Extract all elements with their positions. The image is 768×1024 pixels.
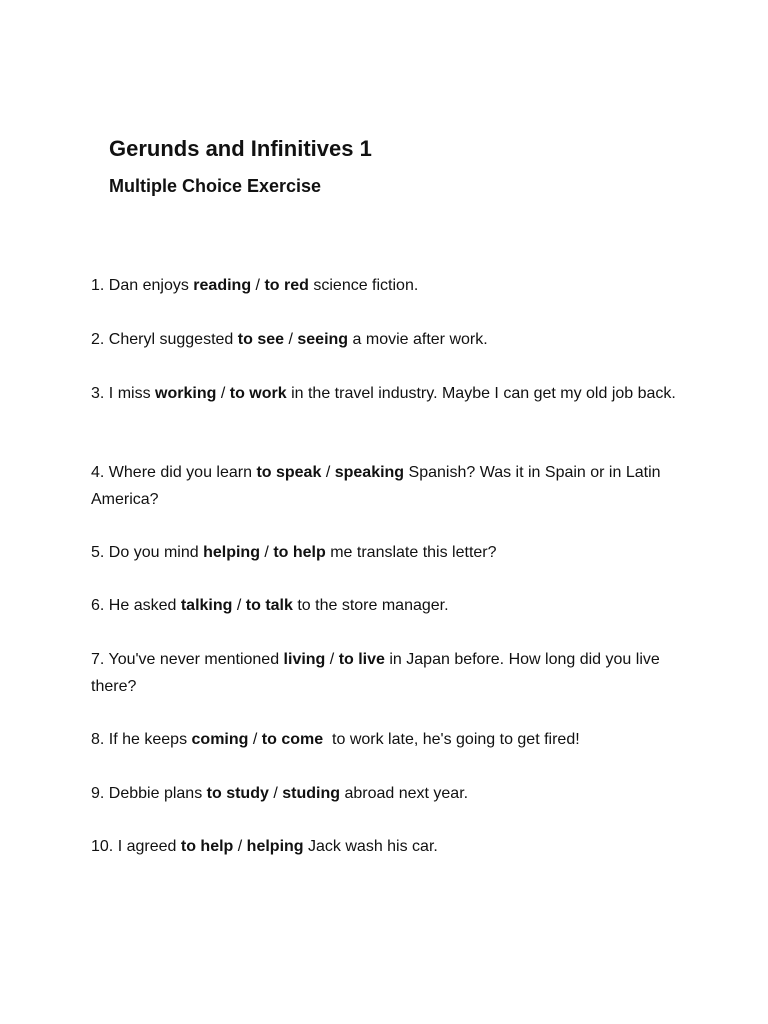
question-9 — [91, 780, 691, 807]
question-2 — [91, 326, 691, 353]
question-text-before: If he keeps — [108, 731, 188, 748]
option-separator: / — [255, 277, 260, 294]
option-b: to red — [264, 277, 309, 294]
question-text-after: science fiction. — [313, 277, 419, 294]
question-number: 1. — [91, 277, 105, 294]
question-4 — [91, 459, 691, 513]
question-number: 9. — [91, 785, 105, 802]
question-text-after: in Japan before. How long did you live there? — [91, 651, 660, 695]
page-subtitle: Multiple Choice Exercise — [109, 176, 322, 196]
option-a: to help — [180, 838, 234, 855]
question-number: 6. — [91, 597, 105, 614]
question-text-after: Jack wash his car. — [308, 838, 438, 855]
option-b: to talk — [245, 597, 293, 614]
question-1 — [91, 272, 691, 299]
option-a: reading — [193, 277, 252, 294]
option-a: talking — [180, 597, 233, 614]
question-text-before: Where did you learn — [108, 464, 252, 481]
option-a: to study — [206, 785, 269, 802]
option-separator: / — [288, 331, 293, 348]
option-b: to work — [229, 385, 287, 402]
question-text-before: He asked — [108, 597, 177, 614]
question-text-after: a movie after work. — [352, 331, 488, 348]
question-text-before: Cheryl suggested — [108, 331, 234, 348]
question-6 — [91, 592, 691, 619]
question-text-after: in the travel industry. Maybe I can get my old job back. — [291, 385, 676, 402]
question-5 — [91, 539, 691, 566]
question-text-before: Dan enjoys — [108, 277, 189, 294]
question-number: 7. — [91, 651, 105, 668]
question-number: 5. — [91, 544, 105, 561]
question-7 — [91, 646, 691, 700]
option-b: helping — [246, 838, 304, 855]
option-b: to live — [338, 651, 385, 668]
option-b: speaking — [334, 464, 405, 481]
option-separator: / — [264, 544, 269, 561]
option-separator: / — [325, 464, 331, 481]
question-number: 2. — [91, 331, 105, 348]
question-text-after: to work late, he's going to get fired! — [327, 731, 580, 748]
question-number: 4. — [91, 464, 105, 481]
question-text-after: Spanish? Was it in Spain or in Latin America? — [91, 464, 661, 508]
option-separator: / — [252, 731, 258, 748]
option-a: to see — [237, 331, 285, 348]
option-b: to help — [273, 544, 326, 561]
option-separator: / — [273, 785, 278, 802]
option-b: seeing — [297, 331, 349, 348]
page-title: Gerunds and Infinitives 1 — [109, 136, 372, 161]
question-8 — [91, 726, 691, 753]
option-separator: / — [237, 838, 243, 855]
option-separator: / — [329, 651, 335, 668]
option-a: living — [283, 651, 326, 668]
option-separator: / — [220, 385, 226, 402]
question-number: 3. — [91, 385, 105, 402]
question-10 — [91, 833, 691, 860]
option-b: studing — [282, 785, 340, 802]
question-text-after: to the store manager. — [297, 597, 449, 614]
question-text-after: abroad next year. — [344, 785, 469, 802]
question-text-before: I agreed — [117, 838, 177, 855]
option-separator: / — [236, 597, 242, 614]
option-a: helping — [203, 544, 260, 561]
option-a: coming — [191, 731, 249, 748]
question-3 — [91, 380, 691, 407]
question-text-before: I miss — [108, 385, 151, 402]
question-text-before: You've never mentioned — [108, 651, 280, 668]
option-a: working — [155, 385, 217, 402]
question-number: 10. — [91, 838, 114, 855]
question-number: 8. — [91, 731, 105, 748]
question-text-after: me translate this letter? — [330, 544, 497, 561]
question-text-before: Do you mind — [108, 544, 199, 561]
option-a: to speak — [256, 464, 322, 481]
option-b: to come — [261, 731, 324, 748]
question-text-before: Debbie plans — [108, 785, 203, 802]
